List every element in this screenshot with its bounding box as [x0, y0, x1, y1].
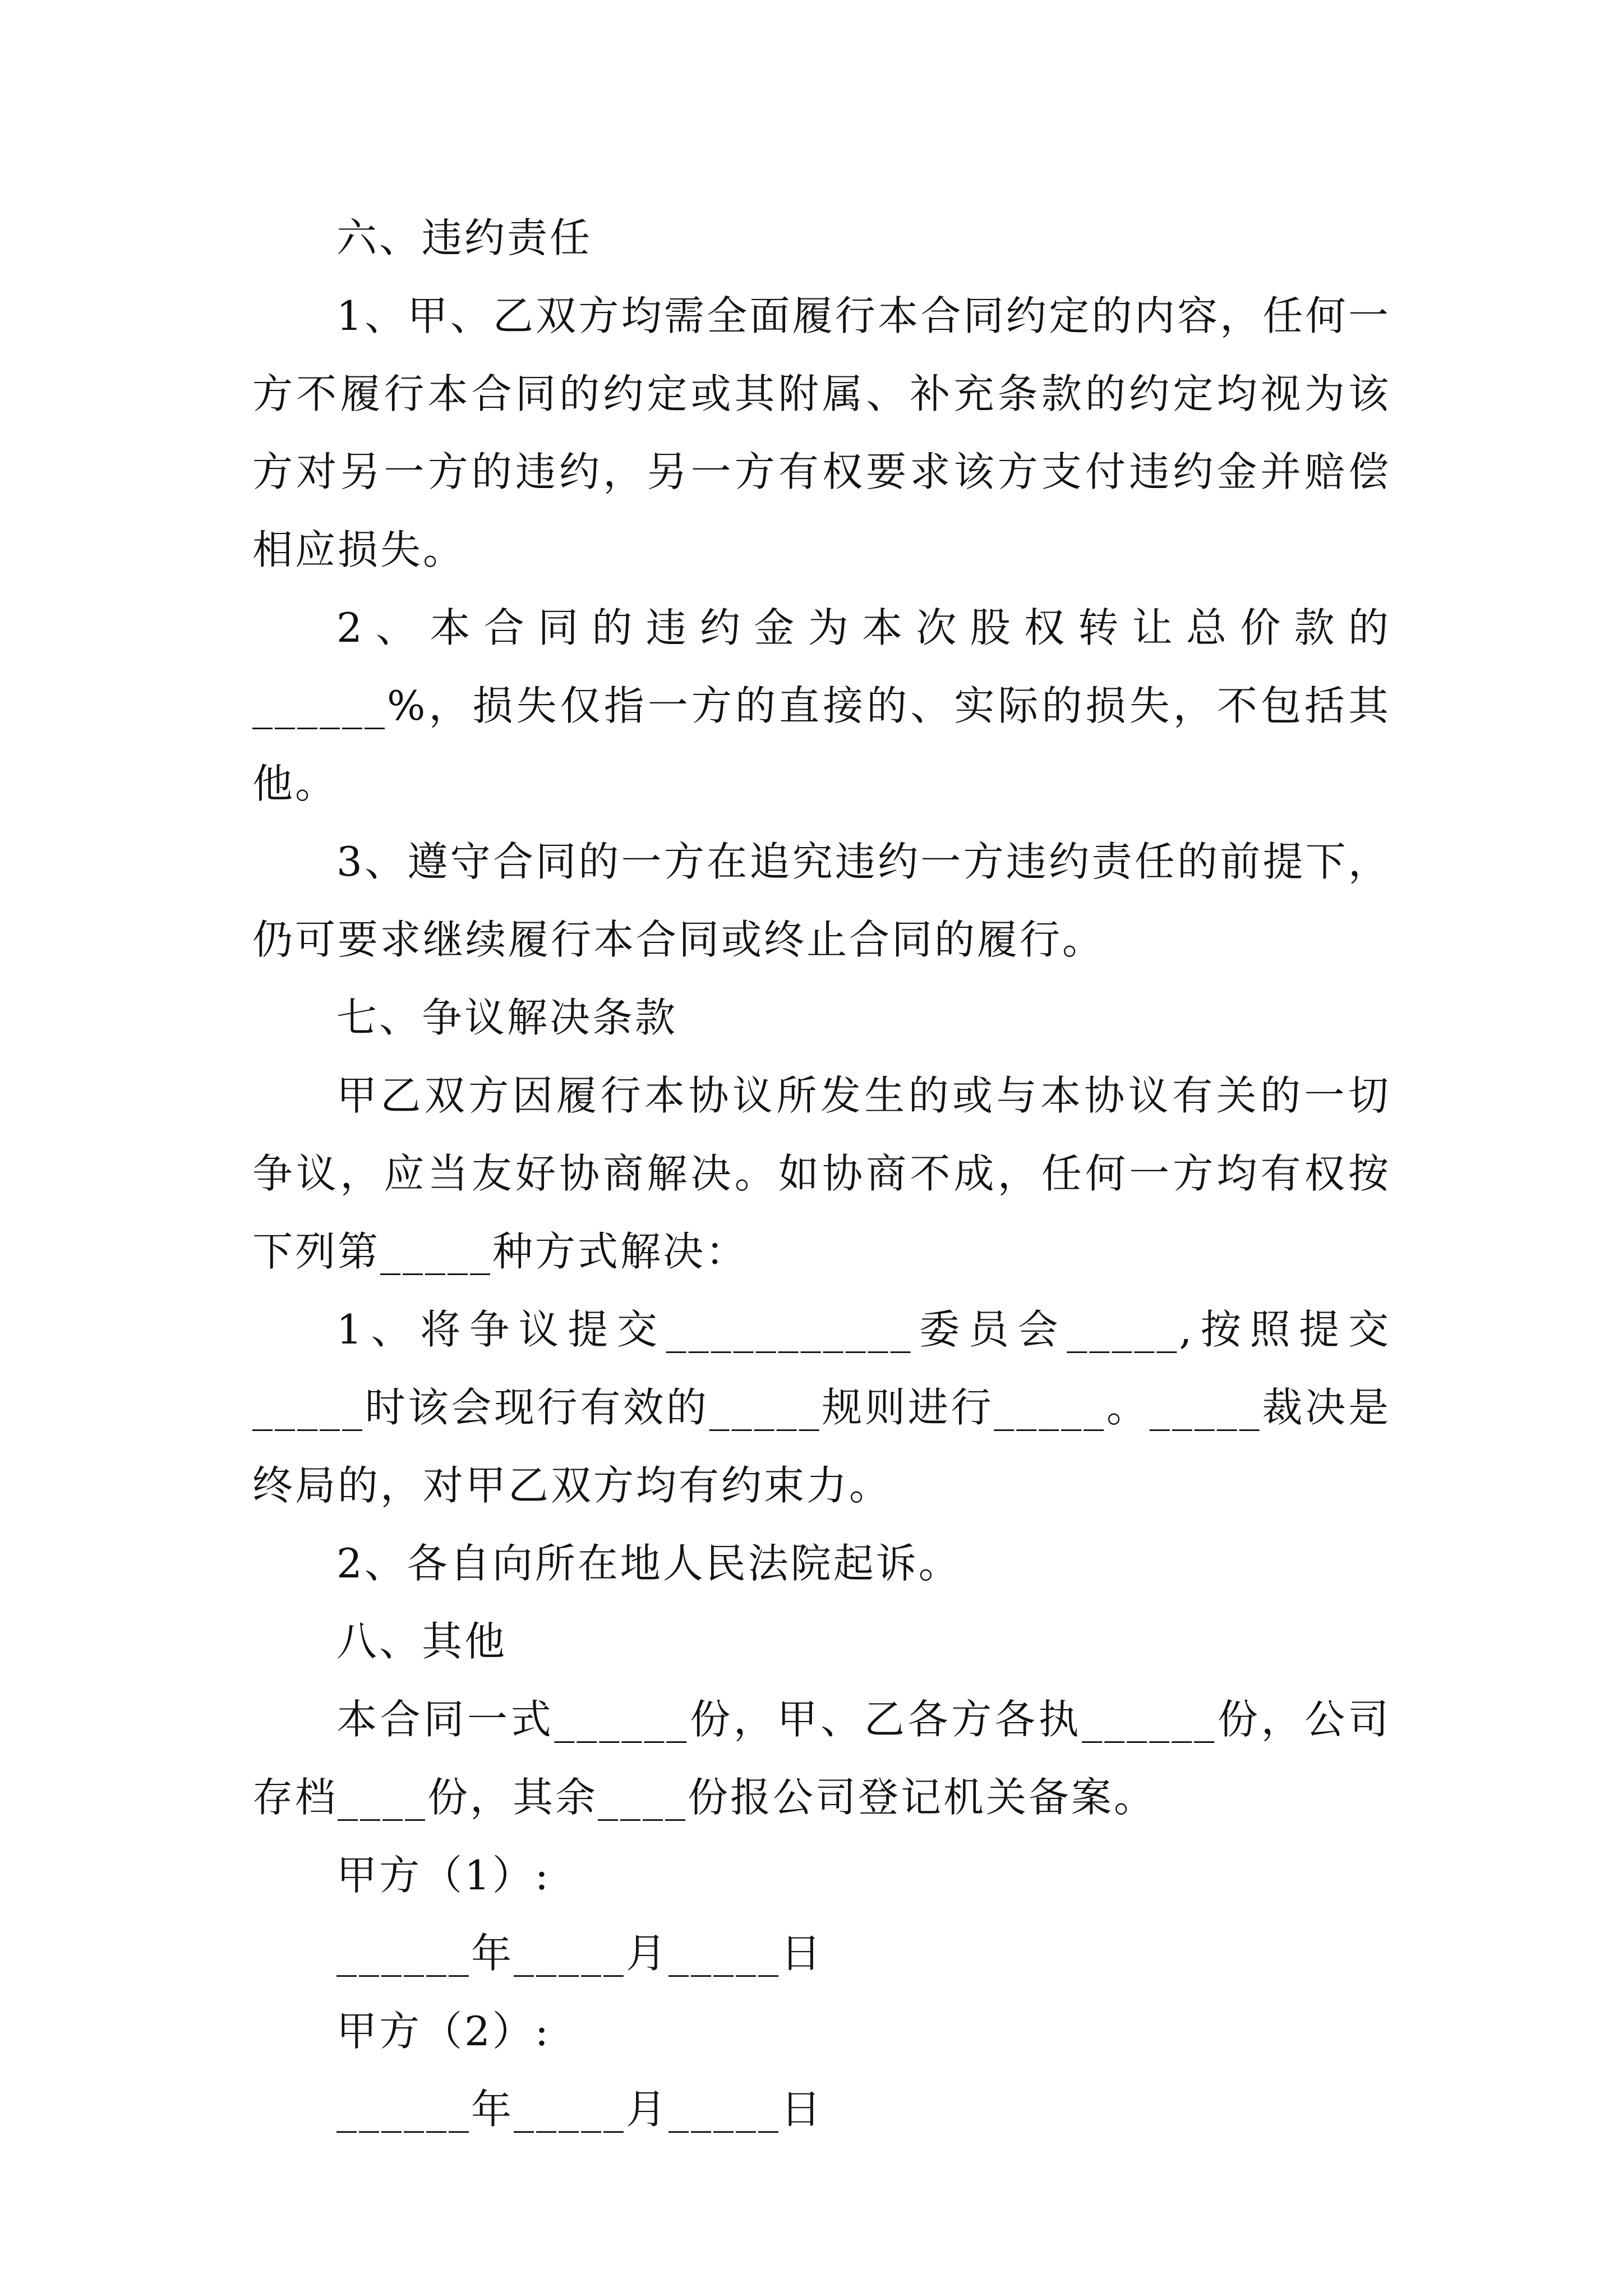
party-a1-date: ______年_____月_____日 [336, 1930, 823, 1977]
section-6-clause-3: 3、遵守合同的一方在追究违约一方违约责任的前提下，仍可要求继续履行本合同或终止合同的履行。 [252, 838, 1391, 963]
party-a1-signature: 甲方（1）: [336, 1852, 551, 1899]
section-8-copies: 本合同一式______份，甲、乙各方各执______份，公司存档____份，其余____份报公司登记机关备案。 [252, 1696, 1391, 1821]
section-7-intro: 甲乙双方因履行本协议所发生的或与本协议有关的一切争议，应当友好协商解决。如协商不成，任何一方均有权按下列第_____种方式解决： [252, 1072, 1391, 1275]
party-a2-signature: 甲方（2）: [336, 2008, 551, 2055]
section-7-option-1: 1、将争议提交___________委员会_____,按照提交_____时该会现行有效的_____规则进行_____。_____裁决是终局的，对甲乙双方均有约束力。 [252, 1306, 1391, 1509]
party-a2-date: ______年_____月_____日 [336, 2086, 823, 2133]
section-7-option-2: 2、各自向所在地人民法院起诉。 [336, 1540, 961, 1587]
section-6-clause-1: 1、甲、乙双方均需全面履行本合同约定的内容，任何一方不履行本合同的约定或其附属、补充条款的约定均视为该方对另一方的违约，另一方有权要求该方支付违约金并赔偿相应损失。 [252, 292, 1391, 573]
document-body [252, 199, 1391, 2148]
section-8-heading: 八、其他 [336, 1618, 508, 1665]
section-6-clause-2: 2、本合同的违约金为本次股权转让总价款的______%，损失仅指一方的直接的、实际的损失，不包括其他。 [252, 604, 1391, 807]
section-7-heading: 七、争议解决条款 [336, 994, 678, 1041]
section-6-heading: 六、违约责任 [336, 214, 593, 261]
